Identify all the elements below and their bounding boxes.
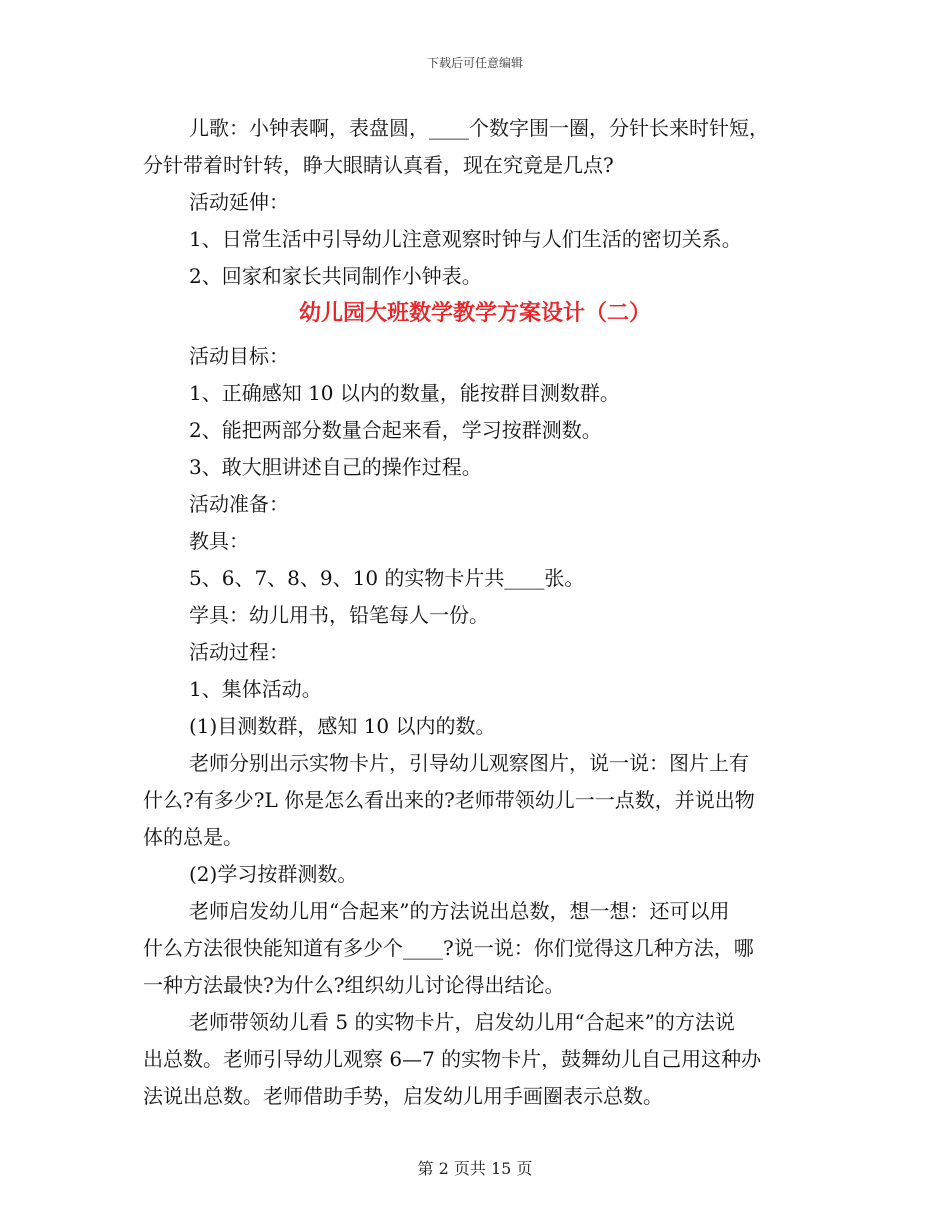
paragraph-step-2-detail <box>143 893 808 1004</box>
text-line: 学具：幼儿用书，铅笔每人一份。 <box>189 603 489 627</box>
text-line: (1)目测数群，感知 10 以内的数。 <box>189 714 496 738</box>
text-line: 活动目标： <box>189 344 289 368</box>
text-line: 老师分别出示实物卡片，引导幼儿观察图片，说一说：图片上有 <box>189 751 749 775</box>
paragraph-step-2 <box>143 856 808 893</box>
text-line: 体的总是。 <box>143 825 243 849</box>
section-title: 幼儿园大班数学教学方案设计（二） <box>298 300 651 326</box>
paragraph-extension-2 <box>143 258 808 295</box>
text-line: 活动过程： <box>189 640 289 664</box>
paragraph-step-2-cards <box>143 1004 808 1115</box>
text-line: 1、日常生活中引导幼儿注意观察时钟与人们生活的密切关系。 <box>189 227 742 251</box>
paragraph-teaching-aids <box>143 523 808 560</box>
paragraph-group-activity <box>143 671 808 708</box>
text-line: 3、敢大胆讲述自己的操作过程。 <box>189 455 482 479</box>
text-line: 2、能把两部分数量合起来看，学习按群测数。 <box>189 418 602 442</box>
paragraph-goal-1 <box>143 375 808 412</box>
text-line: 一种方法最快?为什么?组织幼儿讨论得出结论。 <box>143 973 565 997</box>
paragraph-activity-goals <box>143 338 808 375</box>
text-line: 活动延伸： <box>189 190 289 214</box>
text-line: 什么方法很快能知道有多少个____?说一说：你们觉得这几种方法，哪 <box>143 936 754 960</box>
paragraph-activity-preparation <box>143 486 808 523</box>
text-line: 1、集体活动。 <box>189 677 322 701</box>
text-line: 教具： <box>189 529 249 553</box>
page-footer: 第 2 页共 15 页 <box>417 1159 533 1178</box>
text-line: 出总数。老师引导幼儿观察 6—7 的实物卡片，鼓舞幼儿自己用这种办 <box>143 1047 762 1071</box>
paragraph-card-list <box>143 560 808 597</box>
text-line: 5、6、7、8、9、10 的实物卡片共____张。 <box>189 566 585 590</box>
page-header: 下载后可任意编辑 <box>426 56 523 70</box>
paragraph-activity-extension <box>143 184 808 221</box>
paragraph-learning-aids <box>143 597 808 634</box>
paragraph-goal-3 <box>143 449 808 486</box>
paragraph-activity-process <box>143 634 808 671</box>
text-line: 老师带领幼儿看 5 的实物卡片，启发幼儿用“合起来”的方法说 <box>189 1010 735 1034</box>
text-line: 什么?有多少?L 你是怎么看出来的?老师带领幼儿一一点数，并说出物 <box>143 788 755 812</box>
text-line: 活动准备： <box>189 492 289 516</box>
paragraph-extension-1 <box>143 221 808 258</box>
text-line: 分针带着时针转，睁大眼睛认真看，现在究竟是几点? <box>143 153 614 177</box>
paragraph-step-1-detail <box>143 745 808 856</box>
text-line: 法说出总数。老师借助手势，启发幼儿用手画圈表示总数。 <box>143 1084 663 1108</box>
paragraph-step-1 <box>143 708 808 745</box>
text-line: 1、正确感知 10 以内的数量，能按群目测数群。 <box>189 381 620 405</box>
text-line: 2、回家和家长共同制作小钟表。 <box>189 264 482 288</box>
text-line: 儿歌：小钟表啊，表盘圆，____个数字围一圈，分针长来时针短， <box>189 116 769 140</box>
paragraph-goal-2 <box>143 412 808 449</box>
text-line: 老师启发幼儿用“合起来”的方法说出总数，想一想：还可以用 <box>189 899 730 923</box>
text-line: (2)学习按群测数。 <box>189 862 358 886</box>
paragraph-nursery-rhyme <box>143 110 808 184</box>
